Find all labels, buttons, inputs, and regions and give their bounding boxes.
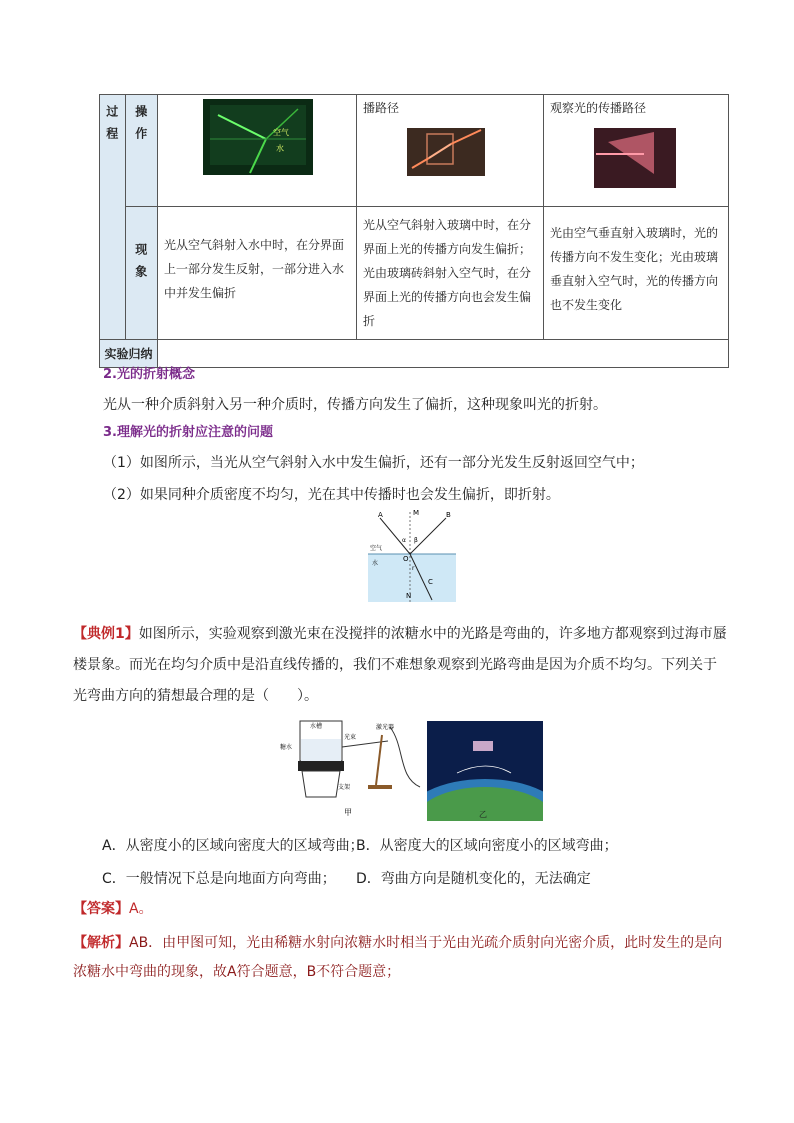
diagram-label-o: O [403,555,409,563]
diagram-label-r: r [412,565,415,572]
photo-air-label: 空气 [272,128,289,137]
phenomenon-cell-3 [543,207,728,340]
summary-label: 实验归纳 [104,347,153,361]
operation-label: 操作 [133,105,148,149]
col3-title: 观察光的传播路径 [549,101,646,115]
section3-item2: （2）如果同种介质密度不均匀，光在其中传播时也会发生偏折，即折射。 [103,487,560,503]
answer-tag: 【答案】 [73,901,129,917]
section2-heading: 2.光的折射概念 [103,367,195,382]
phenomenon-label: 现象 [133,243,148,287]
example-tag: 【典例1】 [73,626,139,642]
experiment-table [99,94,729,368]
section3-heading: 3.理解光的折射应注意的问题 [103,425,273,440]
diagram-label-c: C [428,578,433,586]
analysis-block [73,929,729,987]
diagram-label-beta: β [414,537,418,544]
phenomenon-text-2: 光从空气斜射入玻璃中时，在分界面上光的传播方向发生偏折；光由玻璃砖斜射入空气时，在分界面上光的传播方向也会发生偏折 [362,218,531,328]
example-block [73,619,729,712]
fig-label-jia: 甲 [344,808,352,817]
analysis-tag: 【解析】 [73,935,129,951]
diagram-label-n: N [406,592,412,600]
answer-line [73,898,153,920]
phenomenon-text-3: 光由空气垂直射入玻璃时，光的传播方向不发生变化；光由玻璃垂直射入空气时，光的传播方向也不发生变化 [549,226,718,312]
phenomenon-text-1: 光从空气斜射入水中时，在分界面上一部分发生反射，一部分进入水中并发生偏折 [163,238,344,300]
fig-label-laser: 激光器 [376,724,395,731]
answer-text: A。 [129,901,153,917]
figure-yi [427,721,543,821]
section3-item1: （1）如图所示，当光从空气斜射入水中发生偏折，还有一部分光发生反射返回空气中； [103,455,644,471]
fig-label-yi: 乙 [479,810,487,819]
diagram-label-m: M [413,509,420,517]
diagram-label-air: 空气 [370,545,383,552]
fig-label-stand: 支架 [338,784,351,791]
diagram-label-b: B [446,511,451,519]
fig-label-sugar: 糖水 [280,744,293,751]
col2-title: 播路径 [362,101,399,115]
phenomenon-cell-2 [356,207,543,340]
diagram-label-alpha: α [402,537,406,544]
option-c: C．一般情况下总是向地面方向弯曲； [102,871,336,887]
figure-jia [280,717,430,817]
photo-cell-3 [543,95,728,207]
option-b: B．从密度大的区域向密度小的区域弯曲； [356,838,618,854]
fig-label-tank: 水槽 [310,723,323,730]
photo-cell-1 [157,95,356,207]
fig-label-beam: 光束 [344,734,357,741]
example-text: 如图所示，实验观察到激光束在没搅拌的浓糖水中的光路是弯曲的，许多地方都观察到过海市蜃楼景象。而光在均匀介质中是沿直线传播的，我们不难想象观察到光路弯曲是因为介质不均匀。下列关于光弯曲方向的猜想最合理的是（ ）。 [73,626,727,704]
analysis-text: AB．由甲图可知，光由稀糖水射向浓糖水时相当于光由光疏介质射向光密介质，此时发生的是向浓糖水中弯曲的现象，故A符合题意，B不符合题意； [73,935,723,980]
refraction-diagram [366,508,458,604]
process-label: 过程 [104,105,119,149]
diagram-label-a: A [378,511,383,519]
glass-vertical-photo [544,120,728,190]
option-a: A．从密度小的区域向密度大的区域弯曲； [102,838,364,854]
section2-text: 光从一种介质斜射入另一种介质时，传播方向发生了偏折，这种现象叫光的折射。 [103,397,607,413]
glass-brick-photo [357,120,543,190]
summary-cell [157,340,728,368]
diagram-label-water: 水 [372,560,379,567]
option-d: D．弯曲方向是随机变化的，无法确定 [356,871,591,887]
phenomenon-label-cell [125,207,157,340]
operation-label-cell [125,95,157,207]
photo-water-label: 水 [275,144,284,153]
process-label-cell [100,95,126,340]
photo-cell-2 [356,95,543,207]
phenomenon-cell-1 [157,207,356,340]
laser-water-photo [158,95,356,203]
